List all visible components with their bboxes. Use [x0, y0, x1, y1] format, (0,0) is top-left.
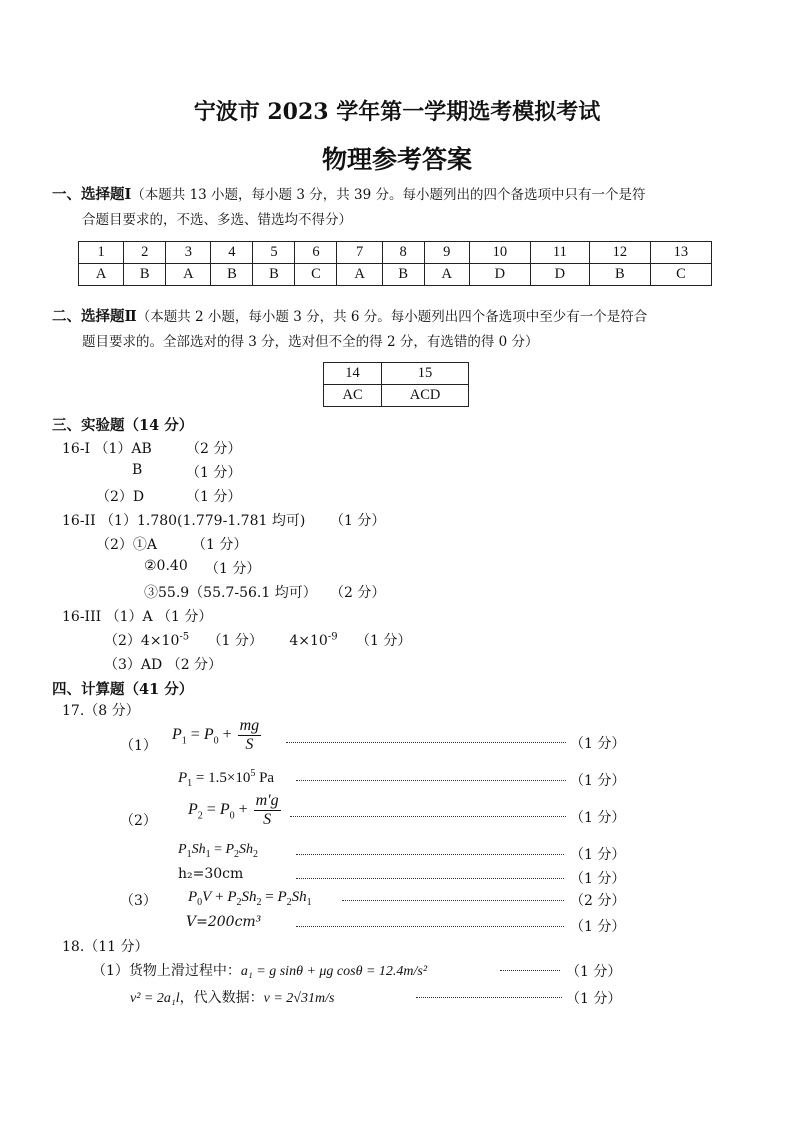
- exp16-3-value1: （2）4×10: [104, 633, 180, 649]
- section1-header: [52, 183, 646, 204]
- question-number-cell: 1: [79, 242, 124, 264]
- q17-eq5-leader: [342, 890, 564, 909]
- q18-line2-score: （1 分）: [566, 991, 622, 1007]
- answer-cell: B: [253, 264, 295, 286]
- q17-volume-score: （1 分）: [570, 919, 626, 935]
- section4-heading: 四、计算题（41 分）: [52, 681, 194, 698]
- exp16-2-part1-score: （1 分）: [330, 513, 386, 529]
- q17-part2-label: （2）: [120, 813, 157, 829]
- answer-cell: ACD: [382, 385, 469, 407]
- answer-cell: AC: [324, 385, 382, 407]
- section1-answer-row: [79, 264, 712, 286]
- section2-heading: 二、选择题Ⅱ: [52, 308, 137, 325]
- question-number-cell: 7: [337, 242, 382, 264]
- exp16-2-part2c: ③55.9（55.7-56.1 均可）: [144, 585, 317, 601]
- exp16-2-part2c-score: （2 分）: [330, 585, 386, 601]
- exam-title: 宁波市 2023 学年第一学期选考模拟考试: [193, 99, 601, 125]
- exp16-3-exp2: -9: [327, 631, 338, 643]
- q17-header: 17.（8 分）: [62, 703, 140, 719]
- exp16-3-value2-score: （1 分）: [356, 633, 412, 649]
- answer-cell: C: [295, 264, 337, 286]
- exp16-2-part2a-score: （1 分）: [192, 537, 248, 553]
- q18-line2-mid: ，代入数据：: [179, 990, 264, 1006]
- q17-eq3-score: （1 分）: [570, 810, 626, 826]
- q18-line1: [92, 960, 427, 980]
- q18-line2-leader: [416, 987, 562, 1006]
- answer-cell: C: [650, 264, 711, 286]
- exp16-2-part2b: ②0.40: [144, 558, 188, 574]
- question-number-cell: 11: [530, 242, 589, 264]
- section1-desc-line2: 合题目要求的，不选、多选、错选均不得分）: [82, 212, 352, 228]
- q17-h2-leader: [296, 868, 564, 887]
- section2-desc-line2: 题目要求的。全部选对的得 3 分，选对但不全的得 2 分，有选错的得 0 分）: [82, 334, 539, 350]
- q17-volume-leader: [296, 916, 564, 935]
- exp16-3-part1: 16-III （1）A （1 分）: [62, 609, 213, 625]
- q17-eq1-leader: [286, 732, 566, 751]
- q17-h2-value: h₂=30cm: [178, 866, 244, 882]
- question-number-cell: 3: [166, 242, 211, 264]
- q17-eq4-leader: [296, 844, 564, 863]
- answer-cell: D: [530, 264, 589, 286]
- answer-cell: A: [166, 264, 211, 286]
- exp16-3-part3: （3）AD （2 分）: [104, 657, 223, 673]
- question-number-cell: 5: [253, 242, 295, 264]
- exp16-1-part2-score: （1 分）: [186, 489, 242, 505]
- q17-eq3-leader: [290, 806, 566, 825]
- question-number-cell: 6: [295, 242, 337, 264]
- question-number-cell: 8: [382, 242, 424, 264]
- section2-desc-line1: （本题共 2 小题，每小题 3 分，共 6 分。每小题列出四个备选项中至少有一个是符合: [136, 309, 648, 325]
- q17-eq5-score: （2 分）: [570, 893, 626, 909]
- section2-header: [52, 305, 647, 326]
- question-number-cell: 15: [382, 363, 469, 385]
- question-number-cell: 4: [211, 242, 253, 264]
- question-number-cell: 12: [589, 242, 650, 264]
- q17-eq4: $P_1Sh_1 = P_2Sh_2$: [178, 842, 259, 860]
- q17-volume-value: V=200cm³: [186, 914, 262, 930]
- q17-part3-label: （3）: [120, 893, 157, 909]
- section1-answer-table: [78, 241, 712, 286]
- exp16-1-part1b-score: （1 分）: [186, 465, 242, 481]
- q17-eq5: $P_0V + P_2Sh_2 = P_2Sh_1$: [188, 889, 312, 908]
- q18-velocity-eq: v² = 2a₁l: [130, 991, 180, 1006]
- q17-eq1-score: （1 分）: [570, 736, 626, 752]
- section2-answer-row: [324, 385, 469, 407]
- question-number-cell: 13: [650, 242, 711, 264]
- q17-part1-label: （1）: [120, 738, 157, 754]
- exp16-3-exp1: -5: [179, 631, 190, 643]
- exp16-3-value2: 4×10: [289, 633, 328, 649]
- exp16-3-part2: [104, 630, 411, 650]
- q17-eq1: $P_1 = P_0$ + $\frac{mg}{S}$: [172, 717, 260, 753]
- section2-number-row: [324, 363, 469, 385]
- exp16-2-part2b-score: （1 分）: [205, 561, 261, 577]
- exp16-2-part2a: （2）①A: [96, 537, 158, 553]
- question-number-cell: 9: [424, 242, 469, 264]
- q17-eq4-score: （1 分）: [570, 847, 626, 863]
- section1-number-row: [79, 242, 712, 264]
- q18-line1-score: （1 分）: [566, 964, 622, 980]
- q18-header: 18.（11 分）: [62, 939, 149, 955]
- question-number-cell: 2: [124, 242, 166, 264]
- exp16-2-part1: 16-II （1）1.780(1.779-1.781 均可): [62, 513, 306, 529]
- answer-cell: D: [469, 264, 530, 286]
- answer-cell: B: [382, 264, 424, 286]
- q17-eq2-score: （1 分）: [570, 773, 626, 789]
- answer-cell: A: [337, 264, 382, 286]
- section2-answer-table: [323, 362, 469, 407]
- answer-key-title: 物理参考答案: [321, 145, 472, 174]
- exp16-1-part1: 16-I （1）AB: [62, 441, 152, 457]
- q18-line2: [130, 987, 334, 1007]
- answer-cell: B: [124, 264, 166, 286]
- section1-heading: 一、选择题Ⅰ: [52, 186, 132, 203]
- question-number-cell: 10: [469, 242, 530, 264]
- answer-cell: B: [211, 264, 253, 286]
- q17-h2-score: （1 分）: [570, 871, 626, 887]
- q18-velocity-result: v = 2√31m/s: [263, 991, 335, 1006]
- exp16-1-part1-score: （2 分）: [186, 441, 242, 457]
- section3-heading: 三、实验题（14 分）: [52, 417, 194, 434]
- q17-eq2-leader: [296, 770, 566, 789]
- answer-cell: A: [79, 264, 124, 286]
- exp16-1-part1b: B: [132, 462, 143, 478]
- exp16-1-part2: （2）D: [96, 489, 145, 505]
- q17-eq3: $P_2 = P_0$ + $\frac{m'g}{S}$: [188, 792, 279, 828]
- q17-eq2: $P_1 = 1.5\times 10^5$ Pa: [178, 768, 275, 789]
- answer-cell: B: [589, 264, 650, 286]
- question-number-cell: 14: [324, 363, 382, 385]
- q18-accel-eq: a₁ = g sinθ + μg cosθ = 12.4m/s²: [240, 964, 428, 979]
- answer-cell: A: [424, 264, 469, 286]
- q18-line1-leader: [500, 960, 560, 979]
- section1-desc-line1: （本题共 13 小题，每小题 3 分，共 39 分。每小题列出的四个备选项中只有一个是符: [131, 187, 646, 203]
- exp16-3-value1-score: （1 分）: [207, 633, 263, 649]
- q18-line1-prefix: （1）货物上滑过程中：: [92, 963, 241, 979]
